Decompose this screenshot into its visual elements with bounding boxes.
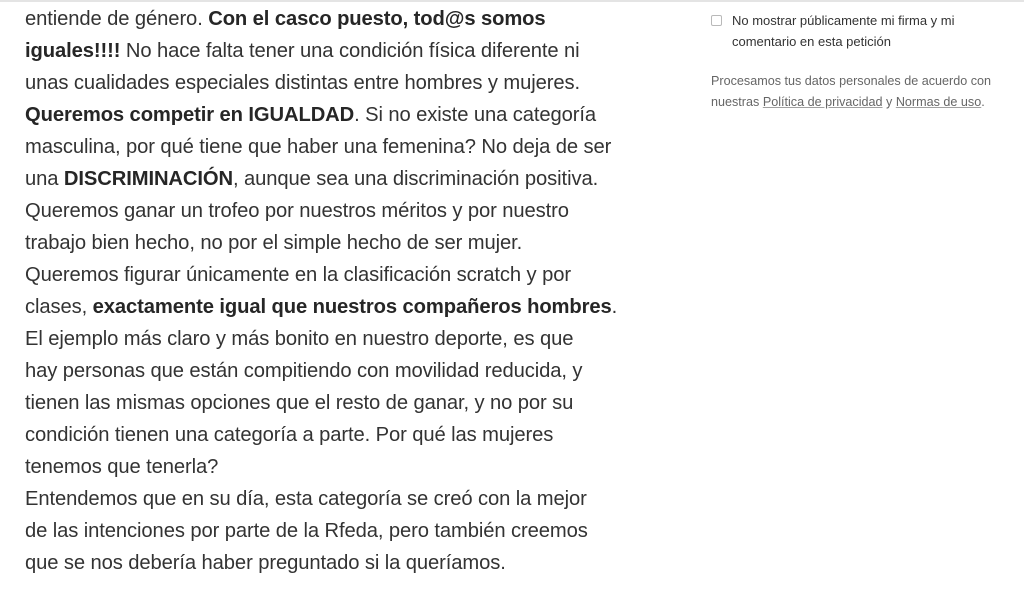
hide-signature-option[interactable] xyxy=(711,10,1021,52)
hide-signature-label[interactable]: No mostrar públicamente mi firma y mi comentario en esta petición xyxy=(732,13,955,49)
text-line: tenemos que tenerla? xyxy=(25,456,219,478)
text-line: Entendemos que en su día, esta categoría se creó con la mejor xyxy=(25,488,587,510)
bold-phrase: DISCRIMINACIÓN xyxy=(63,168,233,190)
bold-phrase: Con el casco puesto, tod@s somos xyxy=(208,8,546,30)
data-processing-notice: Procesamos tus datos personales de acuerdo con nuestras Política de privacidad y Normas de uso. xyxy=(711,74,992,109)
text-line: hay personas que están compitiendo con movilidad reducida, y xyxy=(25,360,583,382)
petition-description xyxy=(25,3,665,579)
bold-phrase: Queremos competir en IGUALDAD xyxy=(25,104,355,126)
text-line: iguales!!!! No hace falta tener una condición física diferente ni xyxy=(25,40,580,62)
bold-phrase: iguales!!!! xyxy=(25,40,121,62)
signature-sidebar xyxy=(711,10,1021,113)
text-line: que se nos debería haber preguntado si la queríamos. xyxy=(25,552,506,574)
text-line: El ejemplo más claro y más bonito en nuestro deporte, es que xyxy=(25,328,574,350)
hide-signature-checkbox[interactable] xyxy=(711,15,722,26)
text-line: clases, exactamente igual que nuestros compañeros hombres. xyxy=(25,296,618,318)
text-line: trabajo bien hecho, no por el simple hecho de ser mujer. xyxy=(25,232,523,254)
text-line: tienen las mismas opciones que el resto de ganar, y no por su xyxy=(25,392,574,414)
privacy-policy-link[interactable]: Política de privacidad xyxy=(762,95,883,109)
text-line: masculina, por qué tiene que haber una femenina? No deja de ser xyxy=(25,136,612,158)
text-line: Queremos figurar únicamente en la clasificación scratch y por xyxy=(25,264,571,286)
bold-phrase: exactamente igual que nuestros compañeros hombres xyxy=(92,296,612,318)
text-line: de las intenciones por parte de la Rfeda, pero también creemos xyxy=(25,520,588,542)
top-divider xyxy=(0,0,1024,2)
terms-of-use-link[interactable]: Normas de uso xyxy=(895,95,982,109)
text-line: Queremos competir en IGUALDAD. Si no existe una categoría xyxy=(25,104,596,126)
text-line: unas cualidades especiales distintas entre hombres y mujeres. xyxy=(25,72,580,94)
text-line: condición tienen una categoría a parte. Por qué las mujeres xyxy=(25,424,554,446)
text-line: una DISCRIMINACIÓN, aunque sea una discriminación positiva. xyxy=(25,168,599,190)
text-line: Queremos ganar un trofeo por nuestros méritos y por nuestro xyxy=(25,200,569,222)
text-line: entiende de género. Con el casco puesto, tod@s somos xyxy=(25,8,546,30)
